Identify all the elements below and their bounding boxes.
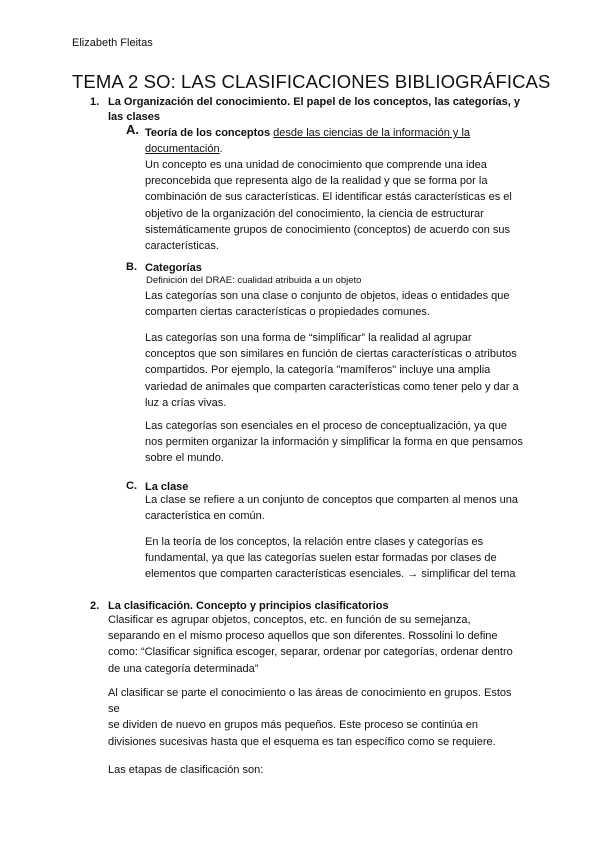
section-1-heading-line2: las clases — [108, 111, 160, 123]
section-2-paragraph-1 — [108, 612, 513, 677]
subsection-c-paragraph-1 — [145, 492, 518, 524]
text-line: Las categorías son una forma de “simplificar” la realidad al agrupar — [145, 332, 472, 344]
text-line: Las categorías son una clase o conjunto de objetos, ideas o entidades que — [145, 290, 510, 302]
subsection-b-title: Categorías — [145, 262, 202, 274]
text-line: conceptos que son similares en función de ciertas características o atributos — [145, 348, 517, 361]
subsection-a-title: Teoría de los conceptos — [145, 127, 271, 139]
text-line: características. — [145, 240, 219, 253]
text-line: Las categorías son esenciales en el proceso de conceptualización, ya que — [145, 420, 508, 432]
section-1-number: 1. — [90, 96, 100, 108]
text-line: sobre el mundo. — [145, 452, 224, 465]
section-2-paragraph-3: Las etapas de clasificación son: — [108, 764, 264, 776]
text-line: preconcebida que representa algo de la realidad y que se forma por la — [145, 175, 488, 188]
text-line: En la teoría de los conceptos, la relación entre clases y categorías es — [145, 536, 484, 548]
text-line: nos permiten organizar la información y simplificar la forma en que pensamos — [145, 436, 523, 449]
subsection-a-letter: A. — [126, 122, 139, 137]
text-line: característica en común. — [145, 510, 265, 523]
text-line: La clase se refiere a un conjunto de conceptos que comparten al menos una — [145, 494, 519, 506]
text-line: se dividen de nuevo en grupos más pequeños. Este proceso se continúa en — [108, 719, 478, 732]
subsection-b-paragraph-3 — [145, 418, 523, 467]
text-line: separando en el mismo proceso aquellos que son diferentes. Rossolini lo define — [108, 630, 498, 643]
subsection-a-link-end: . — [219, 143, 223, 156]
text-line: de una categoría determinada” — [108, 662, 259, 675]
text-line: Al clasificar se parte el conocimiento o las áreas de conocimiento en grupos. Estos — [108, 687, 512, 699]
subsection-a-heading — [145, 125, 470, 157]
text-line: se — [108, 703, 120, 716]
text-line: sistemáticamente grupos de conocimiento (conceptos) de acuerdo con sus — [145, 223, 511, 236]
subsection-c-paragraph-2 — [145, 534, 516, 583]
subsection-b-paragraph-1 — [145, 288, 509, 320]
subsection-a-link-line2[interactable]: documentación — [145, 143, 220, 156]
section-1-heading-line1: La Organización del conocimiento. El papel de los conceptos, las categorías, y — [108, 96, 521, 108]
subsection-b-paragraph-2 — [145, 330, 519, 411]
section-1-heading — [108, 95, 520, 125]
text-line: Clasificar es agrupar objetos, conceptos, etc. en función de su semejanza, — [108, 614, 471, 626]
subsection-a-text — [145, 157, 512, 254]
text-line: variedad de animales que comparten características como tener pelo y dar a — [145, 380, 519, 393]
text-line: como: “Clasificar significa escoger, separar, ordenar por categorías, ordenar dentro — [108, 646, 513, 659]
text-line: compartidos. Por ejemplo, la categoría "mamíferos" incluye una amplia — [145, 364, 491, 377]
subsection-b-definition: Definición del DRAE: cualidad atribuida a un objeto — [146, 275, 362, 286]
text-line: combinación de sus características. El identificar estás características es el — [145, 191, 512, 204]
section-2-number: 2. — [90, 600, 100, 612]
text-line: Un concepto es una unidad de conocimiento que comprende una idea — [145, 159, 487, 171]
text-line: objetivo de la organización del conocimiento, la ciencia de estructurar — [145, 207, 484, 220]
text-line: luz a crías vivas. — [145, 396, 227, 409]
section-2-heading: La clasificación. Concepto y principios clasificatorios — [108, 600, 389, 612]
document-title: TEMA 2 SO: LAS CLASIFICACIONES BIBLIOGRÁFICAS — [72, 71, 551, 92]
text-line: elementos que comparten características esenciales. → simplificar del tema — [145, 568, 516, 581]
subsection-b-letter: B. — [126, 261, 137, 273]
text-line: comparten ciertas características o propiedades comunes. — [145, 306, 430, 319]
section-2-paragraph-2 — [108, 685, 512, 750]
subsection-a-link-line1[interactable]: desde las ciencias de la información y la — [273, 127, 471, 139]
author-name: Elizabeth Fleitas — [72, 37, 153, 49]
text-line: fundamental, ya que las categorías suelen estar formadas por clases de — [145, 552, 497, 565]
subsection-c-title: La clase — [145, 481, 189, 493]
text-line: divisiones sucesivas hasta que el esquema es tan específico como se requiere. — [108, 735, 496, 748]
subsection-c-letter: C. — [126, 480, 137, 492]
